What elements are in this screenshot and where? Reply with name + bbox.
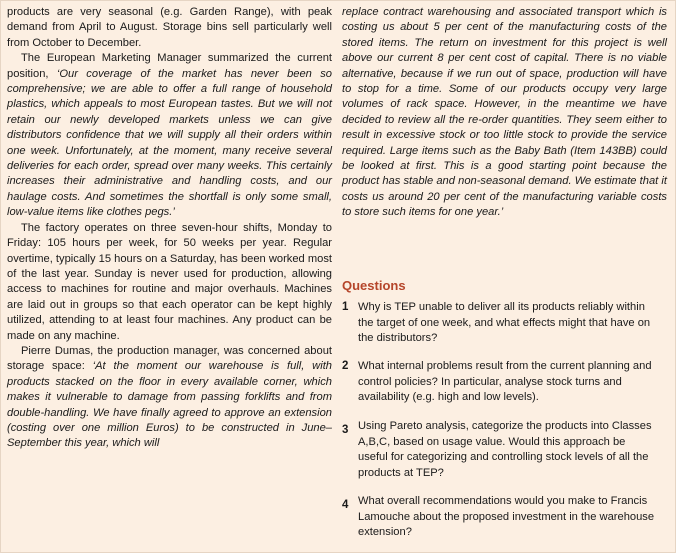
question-item (342, 300, 667, 347)
paragraph-production-manager (7, 344, 332, 452)
question-number: 1 (342, 301, 349, 313)
question-text: What overall recommendations would you make to Francis Lamouche about the proposed investment in the warehouse extension? (358, 495, 655, 539)
marketing-lead: The European Marketing Manager summarized the current position, (7, 52, 332, 80)
question-item (342, 419, 667, 481)
question-item (342, 359, 667, 406)
question-text: What internal problems result from the current planning and control policies? In particular, analyse stock turns and availability (e.g. high and low levels). (358, 360, 652, 404)
question-number: 4 (342, 499, 349, 511)
left-column (7, 5, 332, 452)
question-number: 3 (342, 424, 349, 436)
paragraph-seasonal: products are very seasonal (e.g. Garden Range), with peak demand from April to August. Storage bins sell particularly well from October to December. (7, 6, 332, 49)
questions-heading: Questions (342, 278, 406, 293)
production-lead: Pierre Dumas, the production manager, was concerned about storage space: (7, 344, 332, 373)
question-text: Why is TEP unable to deliver all its products reliably within the target of one week, and what effects might that have on the distributors? (358, 301, 651, 345)
right-column (342, 5, 667, 221)
paragraph-warehouse-quote: replace contract warehousing and associated transport which is costing us about 5 per cent of the manufacturing costs of the stored items. The return on investment for this project is well above our current 8 per cent cost of capital. There is no viable alternative, because if we run out of space, production will have to stop for a time. Some of our products occupy very large volumes of rack space. However, in the meantime we have decided to review all the re-order quantities. They seem either to result in excessive stock or too little stock to provide the service required. Large items such as the Baby Bath (Item 143BB) could be looked at first. This is a good starting point because the product has stable and non-seasonal demand. We estimate that it costs us around 20 per cent of the manufacturing variable costs to store such items for one year.’ (342, 6, 667, 219)
question-number: 2 (342, 360, 349, 372)
question-item (342, 494, 667, 541)
production-quote: ‘At the moment our warehouse is full, with products stacked on the floor in every available corner, which makes it vulnerable to damage from passing forklifts and from double-handling. We have finally agreed to approve an extension (costing over one million Euros) to be constructed in June–September this year, which will (7, 360, 332, 450)
paragraph-marketing-manager (7, 51, 332, 220)
paragraph-factory-shifts: The factory operates on three seven-hour shifts, Monday to Friday: 105 hours per week, for 50 weeks per year. Regular overtime, typically 15 hours on a Saturday, has been worked most of the last year. Sunday is never used for production, allowing access to machines for routine and major overhauls. Machines are laid out in groups so that each operator can be kept highly utilized, attending to at least four machines. Any product can be made on any machine. (7, 221, 332, 342)
question-text: Using Pareto analysis, categorize the products into Classes A,B,C, based on usage value. Would this approach be useful for categorizing and controlling stock levels of all the products at TEP? (358, 420, 652, 479)
marketing-quote: ‘Our coverage of the market has never been so comprehensive; we are able to offer a full range of household plastics, which appeals to most European tastes. But we will not retain our newly developed markets unless we can give distributors confidence that we will supply all their orders within one week. Unfortunately, at the moment, many receive several deliveries for each order, spread over many weeks. This certainly increases their administrative and handling costs, and our haulage costs. And sometimes the shortfall is only some small, low-value items like clothes pegs.’ (7, 67, 332, 219)
